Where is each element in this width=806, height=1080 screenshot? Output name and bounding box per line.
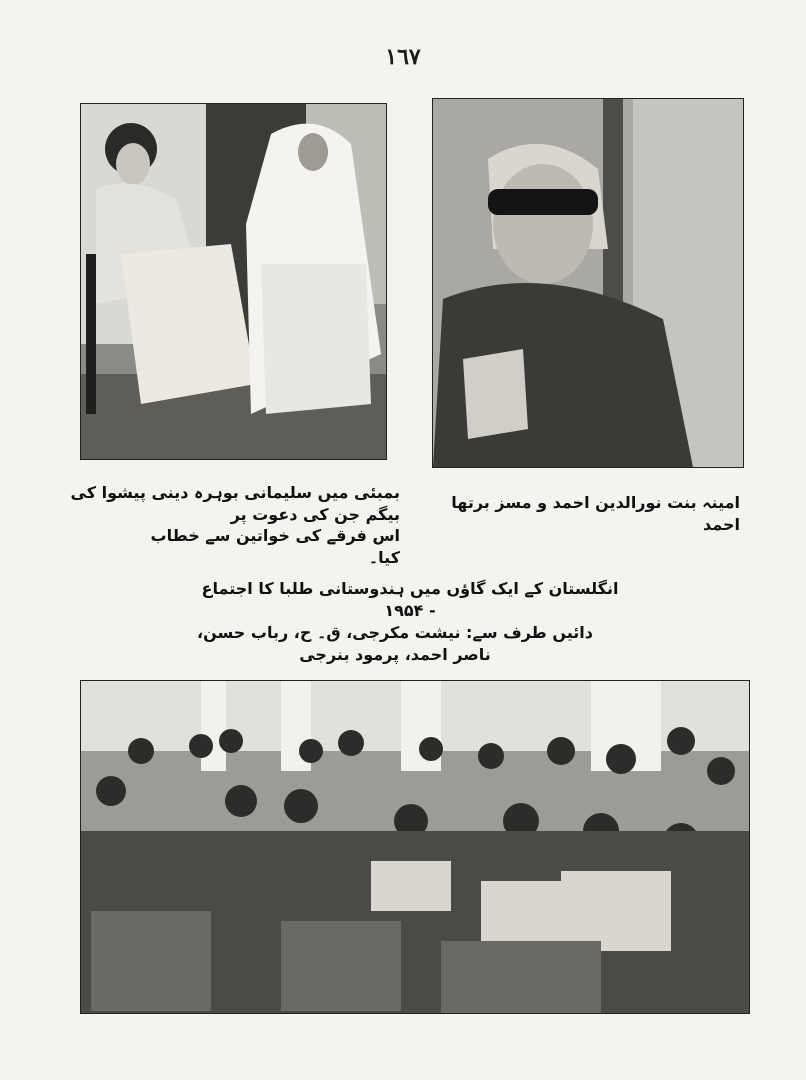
caption-left-line1: بمبئی میں سلیمانی بوہرہ دینی پیشوا کی بیگم جن کی دعوت پر <box>70 483 400 524</box>
caption-group-title: انگلستان کے ایک گاؤں میں ہندوستانی طلبا کا اجتماع - ۱۹۵۴ <box>201 579 619 620</box>
caption-left-line2: اس فرقے کی خواتین سے خطاب کیا۔ <box>150 526 400 567</box>
photo-woman-sunglasses <box>432 98 744 468</box>
caption-group-names: دائیں طرف سے: نیشت مکرجی، ق۔ ح، رباب حسن، ناصر احمد، پرمود بنرجی <box>197 623 593 664</box>
caption-right: امینہ بنت نورالدین احمد و مسز برتھا احمد <box>451 493 740 534</box>
photo-two-women-seated <box>80 103 387 460</box>
page-number: ١٦٧ <box>385 44 421 70</box>
photo-student-gathering <box>80 680 750 1014</box>
